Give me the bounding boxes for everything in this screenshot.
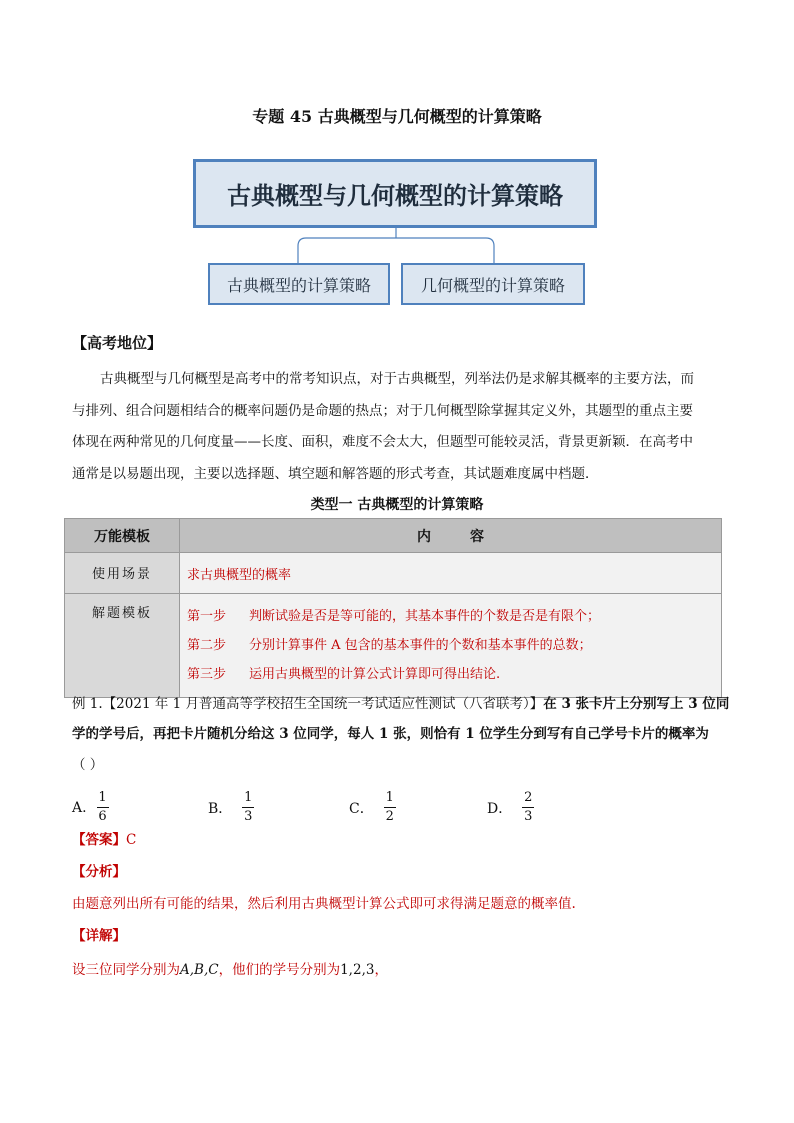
diagram-connector bbox=[0, 0, 794, 270]
intro-line: 古典概型与几何概型是高考中的常考知识点，对于古典概型，列举法仍是求解其概率的主要方法，而 bbox=[100, 371, 694, 387]
intro-line: 与排列、组合问题相结合的概率问题仍是命题的热点；对于几何概型除掌握其定义外，其题型的重点主要 bbox=[72, 402, 693, 419]
diagram-right-box: 几何概型的计算策略 bbox=[401, 263, 585, 305]
analysis-text: 由题意列出所有可能的结果，然后利用古典概型计算公式即可求得满足题意的概率值. bbox=[72, 896, 576, 912]
answer-value: C bbox=[126, 832, 137, 848]
table-row-label: 解题模板 bbox=[65, 594, 180, 698]
question-blank: （ ） bbox=[72, 757, 104, 773]
option-b: B． $\frac{1}{3}$ bbox=[208, 790, 253, 824]
page-title: 专题 45 古典概型与几何概型的计算策略 bbox=[252, 107, 542, 126]
option-c: C． $\frac{1}{2}$ bbox=[349, 790, 394, 824]
table-row-label: 使用场景 bbox=[65, 553, 180, 594]
step-item: 第一步 判断试验是否是等可能的，其基本事件的个数是否是有限个； bbox=[187, 609, 601, 624]
table-header-left: 万能模板 bbox=[65, 519, 180, 553]
option-a: A. $\frac{1}{6}$ bbox=[72, 790, 107, 824]
analysis-label: 【分析】 bbox=[72, 864, 126, 880]
step-item: 第三步 运用古典概型的计算公式计算即可得出结论. bbox=[187, 667, 501, 682]
diagram-left-box: 古典概型的计算策略 bbox=[208, 263, 390, 305]
detail-text: 设三位同学分别为A,B,C，他们的学号分别为1,2,3， bbox=[72, 962, 388, 978]
question-line-2: 学的学号后，再把卡片随机分给这 3 位同学，每人 1 张，则恰有 1 位学生分到写有自己学号卡片的概率为 bbox=[72, 726, 709, 742]
table-steps bbox=[180, 594, 722, 698]
type-title: 类型一 古典概型的计算策略 bbox=[310, 497, 484, 513]
answer-line bbox=[72, 826, 732, 855]
step-item: 第二步 分别计算事件 A 包含的基本事件的个数和基本事件的总数； bbox=[187, 638, 592, 653]
diagram-main-box: 古典概型与几何概型的计算策略 bbox=[193, 159, 597, 228]
template-table bbox=[64, 518, 722, 698]
option-d: D． $\frac{2}{3}$ bbox=[487, 790, 533, 824]
answer-label: 【答案】 bbox=[72, 832, 126, 848]
table-header-right: 内 容 bbox=[180, 519, 722, 553]
intro-line: 通常是以易题出现，主要以选择题、填空题和解答题的形式考查，其试题难度属中档题． bbox=[72, 465, 599, 482]
question-line-1 bbox=[72, 690, 732, 719]
intro-line: 体现在两种常见的几何度量——长度、面积，难度不会太大，但题型可能较灵活，背景更新颖．在高考中 bbox=[72, 434, 693, 450]
question-text: 在 3 张卡片上分别写上 3 位同 bbox=[543, 696, 730, 712]
question-prefix: 例 1.【2021 年 1 月普通高等学校招生全国统一考试适应性测试（八省联考）】 bbox=[72, 696, 544, 712]
section-heading: 【高考地位】 bbox=[72, 334, 163, 352]
table-row-value: 求古典概型的概率 bbox=[180, 553, 722, 594]
detail-label: 【详解】 bbox=[72, 928, 126, 944]
intro-paragraph bbox=[72, 364, 724, 490]
